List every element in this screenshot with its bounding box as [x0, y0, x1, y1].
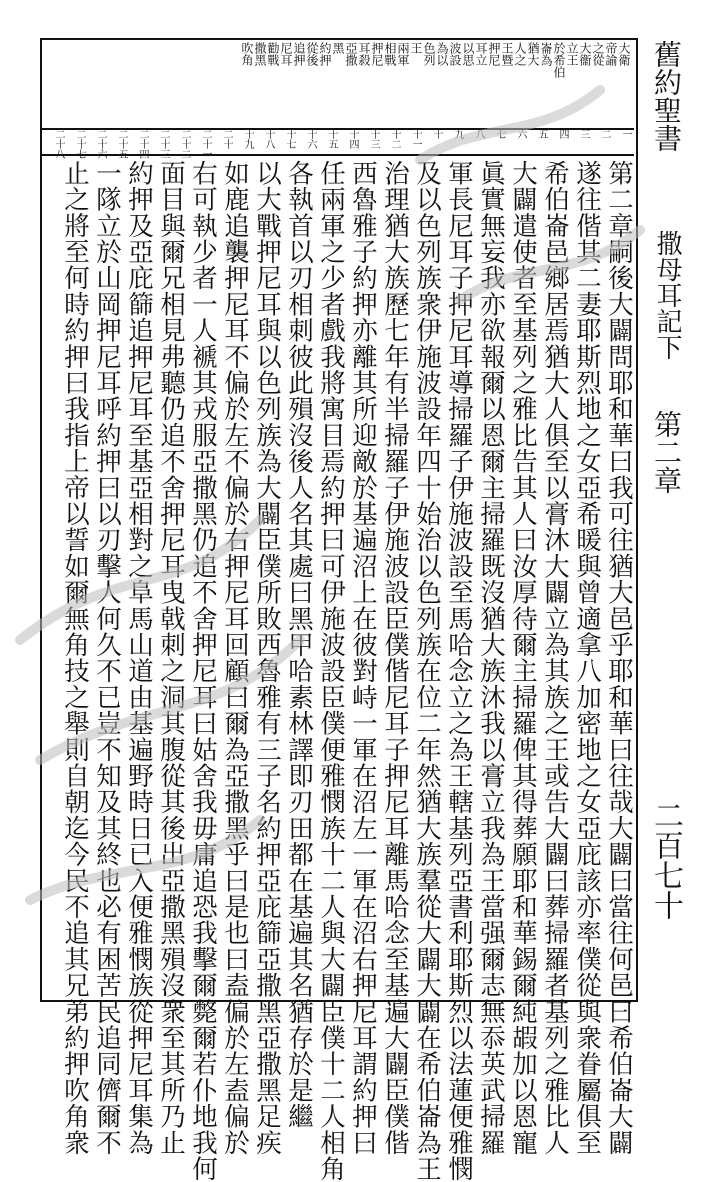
summary-col: 帝諭 — [604, 42, 618, 66]
verse-number: 二十四 — [137, 129, 148, 159]
summary-col: 尼耳 — [279, 42, 293, 66]
verse-number: 十八 — [263, 129, 274, 149]
summary-col: 王 — [409, 42, 423, 54]
body-column: 遂往偕其二妻耶斯烈地之女亞希暖與曾適拿八加密地之女亞庇該亦率僕從與衆眷屬俱至 — [572, 160, 602, 1156]
verse-number: 二十 — [221, 129, 232, 149]
body-column: 眞實無妄我亦欲報爾以恩爾主掃羅既沒猶大族沐我以膏立我為王當强爾志無忝英武掃羅 — [476, 160, 506, 1156]
verse-number: 十七 — [284, 129, 295, 149]
summary-col: 相戰 — [383, 42, 397, 66]
body-column: 大闢遣使者至基列之雅比告其人曰汝厚待爾主掃羅俾其得葬願耶和華錫爾純嘏加以恩寵 — [508, 160, 538, 1156]
summary-col: 吹角 — [240, 42, 254, 66]
body-column: 以大戰押尼耳與以色列族為大闢臣僕所敗西魯雅有三子名約押亞庇篩亞撒黑亞撒黑足疾 — [252, 160, 282, 1156]
body-column: 第二章嗣後大闢問耶和華曰我可往猶大邑乎耶和華曰往哉大闢曰當往何邑曰希伯崙大闢 — [604, 160, 634, 1156]
body-column: 如鹿追襲押尼耳不偏於左不偏於右押尼耳回顧曰爾為亞撒黑乎曰是也曰盍偏於左盍偏於 — [220, 160, 250, 1156]
summary-col: 黑 — [331, 42, 345, 54]
verse-number: 六 — [515, 129, 526, 139]
summary-col: 大衛 — [617, 42, 631, 66]
verse-number: 二 — [599, 129, 610, 139]
verse-number: 五 — [536, 129, 547, 139]
body-column: 希伯崙邑鄉居焉猶大人俱至以膏沐大闢立為其族之王或告大闢曰葬掃羅者基列之雅比人 — [540, 160, 570, 1156]
verse-number: 十九 — [242, 129, 253, 149]
verse-number: 十 — [431, 129, 442, 139]
body-column: 止之將至何時約押曰我指上帝以誓如爾無角技之舉則自朝迄今民不追其兄弟約押吹角衆 — [60, 160, 90, 1156]
verse-number: 二十六 — [95, 129, 106, 159]
chapter-label: 第二章 — [650, 410, 683, 494]
body-column: 各執首以刃相刺彼此殞沒後人名其處曰黑甲哈素林譯即刃田都在基遍其名猶存於是繼 — [284, 160, 314, 1130]
summary-col: 以思 — [461, 42, 475, 66]
page-number: 二百七十 — [648, 800, 683, 920]
verse-number: 二十一 — [200, 129, 211, 159]
summary-col: 大衞 — [578, 42, 592, 66]
book-title: 舊約聖書 — [650, 40, 683, 152]
summary-col: 人之 — [513, 42, 527, 66]
verse-number: 十五 — [326, 129, 337, 149]
verse-number: 二十三 — [158, 129, 169, 159]
verse-number: 二十二 — [179, 129, 190, 159]
summary-col: 猶大 — [526, 42, 540, 66]
body-column: 任兩軍之少者戲我將寓目焉約押曰可伊施波設臣僕便雅憫族十二人與大闢臣僕十二人相角 — [316, 160, 346, 1182]
verse-number: 二十八 — [53, 129, 64, 159]
summary-col: 王暨 — [500, 42, 514, 66]
verse-number: 二十五 — [116, 129, 127, 159]
summary-col: 追押 — [292, 42, 306, 66]
verse-number: 四 — [557, 129, 568, 139]
summary-col: 約押 — [318, 42, 332, 66]
summary-col: 於希伯 — [552, 42, 566, 78]
body-column: 面目與爾兄相見弗聽仍追不舍押尼耳曳戟刺之洞其腹從其後出亞撒黑殞沒衆至其所乃止 — [156, 160, 186, 1156]
summary-col: 亞撒 — [344, 42, 358, 66]
body-column: 治理猶大族歷七年有半掃羅子伊施波設臣僕偕尼耳子押尼耳離馬哈念至基遍大闢臣僕偕 — [380, 160, 410, 1156]
body-column: 軍長尼耳子押尼耳導掃羅子伊施波設至馬哈念立之為王轄基列亞書利耶斯烈以法蓮便雅憫 — [444, 160, 474, 1182]
verse-number: 十一 — [410, 129, 421, 149]
marginal-summary — [40, 38, 634, 130]
summary-col: 波設 — [448, 42, 462, 66]
summary-col: 色列 — [422, 42, 436, 66]
verse-number: 十二 — [389, 129, 400, 149]
verse-number: 七 — [494, 129, 505, 139]
verse-number: 十六 — [305, 129, 316, 149]
verse-number: 一 — [620, 129, 631, 139]
summary-col: 之從 — [591, 42, 605, 66]
summary-col: 從後 — [305, 42, 319, 66]
body-column: 右可執少者一人褫其戎服亞撒黑仍追不舍押尼耳曰姑舍我毋庸追恐我擊爾斃爾若仆地我何 — [188, 160, 218, 1182]
summary-col: 撒黑 — [253, 42, 267, 66]
summary-col: 耳立 — [474, 42, 488, 66]
summary-col: 崙為 — [539, 42, 553, 66]
body-column: 約押及亞庇篩追押尼耳至基亞相對之阜馬山道由基遍野時日已入便雅憫族從押尼耳集為 — [124, 160, 154, 1156]
verse-number: 八 — [473, 129, 484, 139]
verse-number: 十四 — [347, 129, 358, 149]
verse-number: 十三 — [368, 129, 379, 149]
summary-col: 兩軍 — [396, 42, 410, 66]
verse-number: 三 — [578, 129, 589, 139]
summary-col: 為以 — [435, 42, 449, 66]
summary-col: 立王 — [565, 42, 579, 66]
body-column: 及以色列族衆伊施波設年四十始治以色列族在位二年然猶大族羣從大闢大闢在希伯崙為王 — [412, 160, 442, 1182]
summary-col: 押尼 — [370, 42, 384, 66]
summary-col: 押尼 — [487, 42, 501, 66]
body-column: 一隊立於山岡押尼耳呼約押曰以刃擊人何久不已豈不知及其終也必有困苦民追同儕爾不 — [92, 160, 122, 1156]
body-column: 西魯雅子約押亦離其所迎敵於基遍沼上在彼對峙一軍在沼左一軍在沼右押尼耳謂約押曰 — [348, 160, 378, 1156]
verse-number-row — [40, 128, 634, 159]
verse-number: 二十七 — [74, 129, 85, 159]
section-title: 撒母耳記下 — [652, 230, 682, 360]
summary-col: 勸戰 — [266, 42, 280, 66]
verse-number: 九 — [452, 129, 463, 139]
summary-col: 耳殺 — [357, 42, 371, 66]
